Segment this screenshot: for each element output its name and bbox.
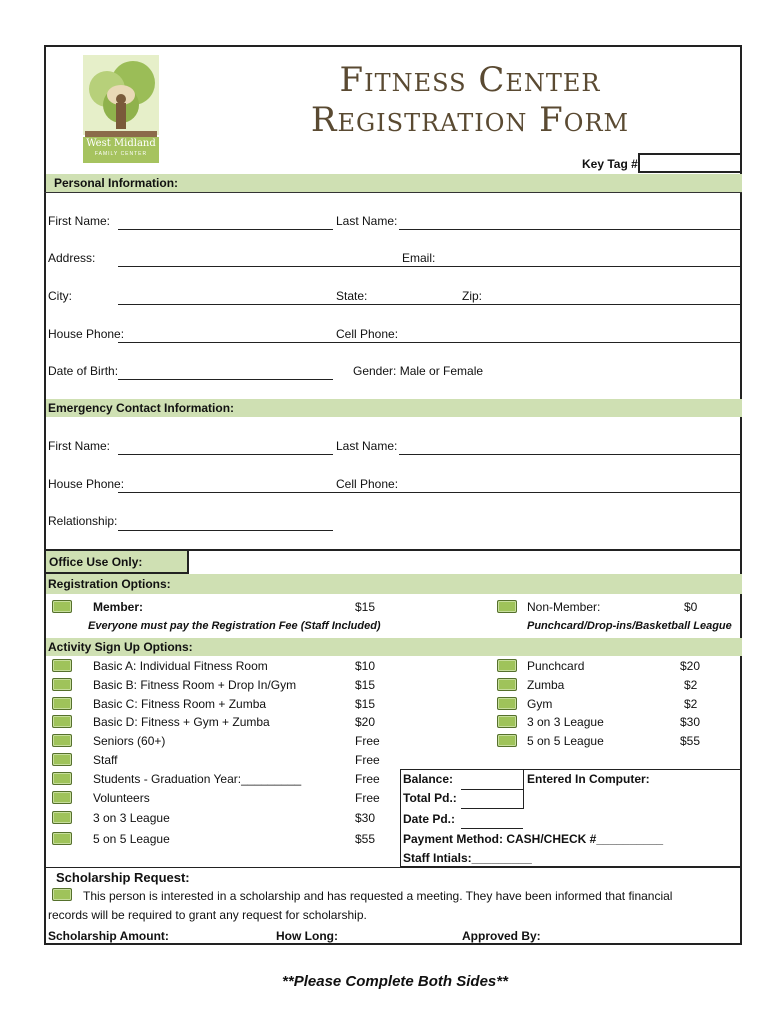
email-label: Email:: [402, 251, 436, 265]
nonmember-note: Punchcard/Drop-ins/Basketball League: [527, 620, 732, 632]
nonmember-checkbox[interactable]: [497, 600, 517, 613]
address-field[interactable]: [118, 266, 742, 267]
option-checkbox[interactable]: [52, 734, 72, 747]
scholarship-amount-label: Scholarship Amount:: [48, 929, 169, 943]
option-price: $55: [680, 734, 701, 748]
option-price: $20: [355, 715, 376, 729]
option-label: Punchcard: [527, 659, 585, 673]
zip-label: Zip:: [462, 289, 483, 303]
first-name-label: First Name:: [48, 214, 111, 228]
option-label: Basic A: Individual Fitness Room: [93, 659, 268, 673]
key-tag-field[interactable]: [638, 153, 742, 173]
option-checkbox[interactable]: [52, 832, 72, 845]
option-price: Free: [355, 772, 380, 786]
nonmember-label: Non-Member:: [527, 600, 601, 614]
total-paid-field[interactable]: [461, 790, 523, 809]
total-paid-label: Total Pd.:: [403, 791, 457, 805]
option-price: $55: [355, 832, 376, 846]
option-price: $15: [355, 678, 376, 692]
office-use-heading: Office Use Only:: [44, 549, 189, 574]
option-label: 3 on 3 League: [93, 811, 170, 825]
entered-computer-label: Entered In Computer:: [527, 772, 650, 786]
phone-field[interactable]: [118, 342, 742, 343]
dob-label: Date of Birth:: [48, 364, 119, 378]
activity-heading: Activity Sign Up Options:: [46, 638, 742, 656]
member-price: $15: [355, 600, 376, 614]
first-name-field[interactable]: [118, 229, 333, 230]
scholarship-text-2: records will be required to grant any request for scholarship.: [48, 908, 367, 922]
state-label: State:: [336, 289, 368, 303]
option-checkbox[interactable]: [52, 772, 72, 785]
relationship-field[interactable]: [118, 530, 333, 531]
gender-label: Gender: Male or Female: [353, 364, 484, 378]
option-price: $2: [684, 678, 698, 692]
option-label: Basic C: Fitness Room + Zumba: [93, 697, 267, 711]
balance-label: Balance:: [403, 772, 454, 786]
personal-info-heading: Personal Information:: [46, 174, 742, 192]
emergency-heading: Emergency Contact Information:: [46, 399, 742, 417]
address-label: Address:: [48, 251, 96, 265]
option-label: Zumba: [527, 678, 565, 692]
option-label: Students - Graduation Year:_________: [93, 772, 302, 786]
approved-by-label: Approved By:: [462, 929, 541, 943]
ec-last-name-field[interactable]: [399, 454, 742, 455]
option-checkbox[interactable]: [52, 811, 72, 824]
option-checkbox[interactable]: [497, 697, 517, 710]
city-field[interactable]: [118, 304, 742, 305]
registration-options-heading: Registration Options:: [46, 574, 742, 594]
option-checkbox[interactable]: [52, 715, 72, 728]
option-label: Basic B: Fitness Room + Drop In/Gym: [93, 678, 297, 692]
logo: [83, 55, 159, 163]
member-checkbox[interactable]: [52, 600, 72, 613]
option-price: $15: [355, 697, 376, 711]
balance-field[interactable]: [461, 770, 523, 790]
option-price: $2: [684, 697, 698, 711]
option-label: 3 on 3 League: [527, 715, 604, 729]
option-label: Basic D: Fitness + Gym + Zumba: [93, 715, 270, 729]
option-label: Seniors (60+): [93, 734, 166, 748]
member-note: Everyone must pay the Registration Fee (Staff Included): [88, 620, 381, 632]
scholarship-checkbox[interactable]: [52, 888, 72, 901]
staff-initials-label: Staff Intials:_________: [403, 851, 532, 865]
option-price: $30: [355, 811, 376, 825]
option-price: Free: [355, 734, 380, 748]
option-checkbox[interactable]: [497, 734, 517, 747]
key-tag-label: Key Tag #: [582, 157, 638, 171]
house-phone-label: House Phone:: [48, 327, 125, 341]
footer-note: **Please Complete Both Sides**: [282, 973, 508, 990]
payment-method-label: Payment Method: CASH/CHECK #__________: [403, 832, 664, 846]
form-title-line2: Registration Form: [310, 100, 630, 140]
option-label: Staff: [93, 753, 118, 767]
form-title-line1: Fitness Center: [339, 60, 601, 100]
date-paid-field[interactable]: [461, 809, 523, 829]
option-label: 5 on 5 League: [527, 734, 604, 748]
option-label: Gym: [527, 697, 553, 711]
option-checkbox[interactable]: [52, 753, 72, 766]
last-name-field[interactable]: [399, 229, 742, 230]
how-long-label: How Long:: [276, 929, 338, 943]
ec-first-name-field[interactable]: [118, 454, 333, 455]
logo-text: West Midland: [86, 138, 156, 149]
option-checkbox[interactable]: [497, 678, 517, 691]
scholarship-text-1: This person is interested in a scholarship and has requested a meeting. They have been informed that financial: [83, 889, 673, 903]
ec-first-name-label: First Name:: [48, 439, 111, 453]
ec-cell-phone-label: Cell Phone:: [336, 477, 399, 491]
dob-field[interactable]: [118, 379, 333, 380]
option-checkbox[interactable]: [497, 659, 517, 672]
option-label: Volunteers: [93, 791, 150, 805]
city-label: City:: [48, 289, 72, 303]
relationship-label: Relationship:: [48, 514, 118, 528]
option-label: 5 on 5 League: [93, 832, 170, 846]
option-price: $10: [355, 659, 376, 673]
scholarship-heading: Scholarship Request:: [56, 870, 190, 885]
last-name-label: Last Name:: [336, 214, 398, 228]
option-checkbox[interactable]: [52, 659, 72, 672]
option-checkbox[interactable]: [52, 678, 72, 691]
logo-subtext: FAMILY CENTER: [94, 151, 148, 157]
ec-house-phone-label: House Phone:: [48, 477, 125, 491]
ec-phone-field[interactable]: [118, 492, 742, 493]
option-price: Free: [355, 791, 380, 805]
nonmember-price: $0: [684, 600, 698, 614]
member-label: Member:: [93, 600, 144, 614]
option-price: Free: [355, 753, 380, 767]
date-paid-label: Date Pd.:: [403, 812, 456, 826]
option-checkbox[interactable]: [497, 715, 517, 728]
option-price: $30: [680, 715, 701, 729]
option-checkbox[interactable]: [52, 791, 72, 804]
cell-phone-label: Cell Phone:: [336, 327, 399, 341]
option-price: $20: [680, 659, 701, 673]
option-checkbox[interactable]: [52, 697, 72, 710]
ec-last-name-label: Last Name:: [336, 439, 398, 453]
